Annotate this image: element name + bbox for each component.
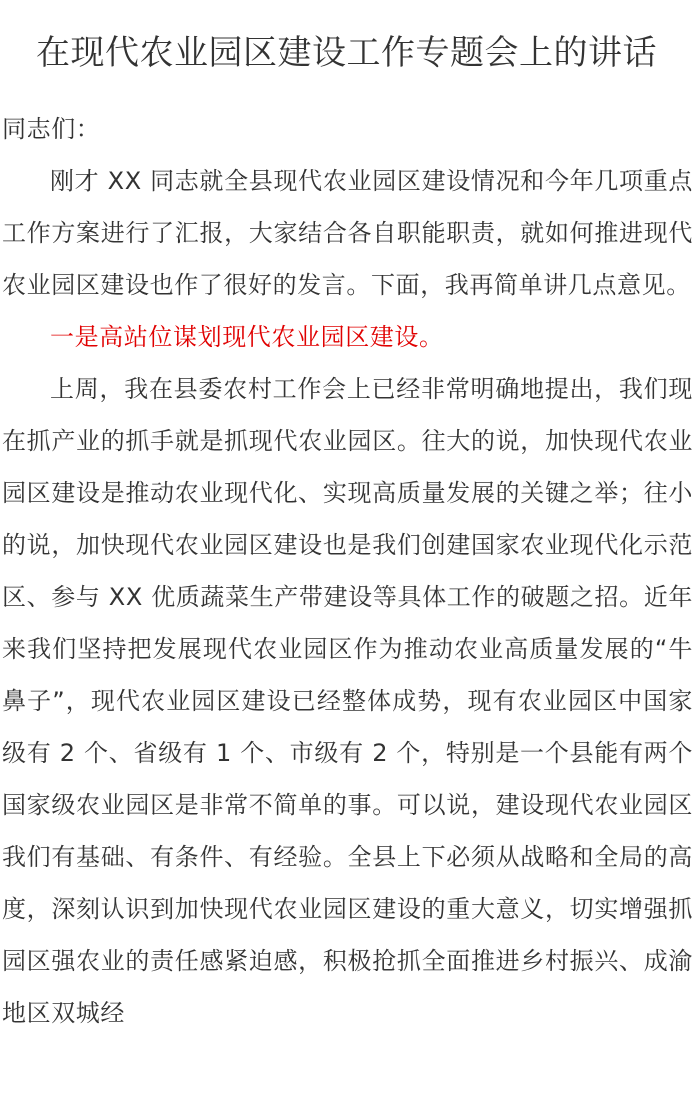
paragraph-intro: 刚才 XX 同志就全县现代农业园区建设情况和今年几项重点工作方案进行了汇报，大家结合各自职能职责，就如何推进现代农业园区建设也作了很好的发言。下面，我再简单讲几点意见。 [2,167,693,299]
document-body [2,103,693,1039]
section-heading-1: 一是高站位谋划现代农业园区建设。 [50,323,444,351]
document-title: 在现代农业园区建设工作专题会上的讲话 [36,33,657,73]
paragraph-section-1: 上周，我在县委农村工作会上已经非常明确地提出，我们现在抓产业的抓手就是抓现代农业园区。往大的说，加快现代农业园区建设是推动农业现代化、实现高质量发展的关键之举；往小的说，加快现代农业园区建设也是我们创建国家农业现代化示范区、参与 XX 优质蔬菜生产带建设等具体工作的破题之招。近年来我们坚持把发展现代农业园区作为推动农业高质量发展的“牛鼻子”，现代农业园区建设已经整体成势，现有农业园区中国家级有 2 个、省级有 1 个、市级有 2 个，特别是一个县能有两个国家级农业园区是非常不简单的事。可以说，建设现代农业园区我们有基础、有条件、有经验。全县上下必须从战略和全局的高度，深刻认识到加快现代农业园区建设的重大意义，切实增强抓园区强农业的责任感紧迫感，积极抢抓全面推进乡村振兴、成渝地区双城经 [2,375,693,1027]
salutation: 同志们： [2,115,101,143]
